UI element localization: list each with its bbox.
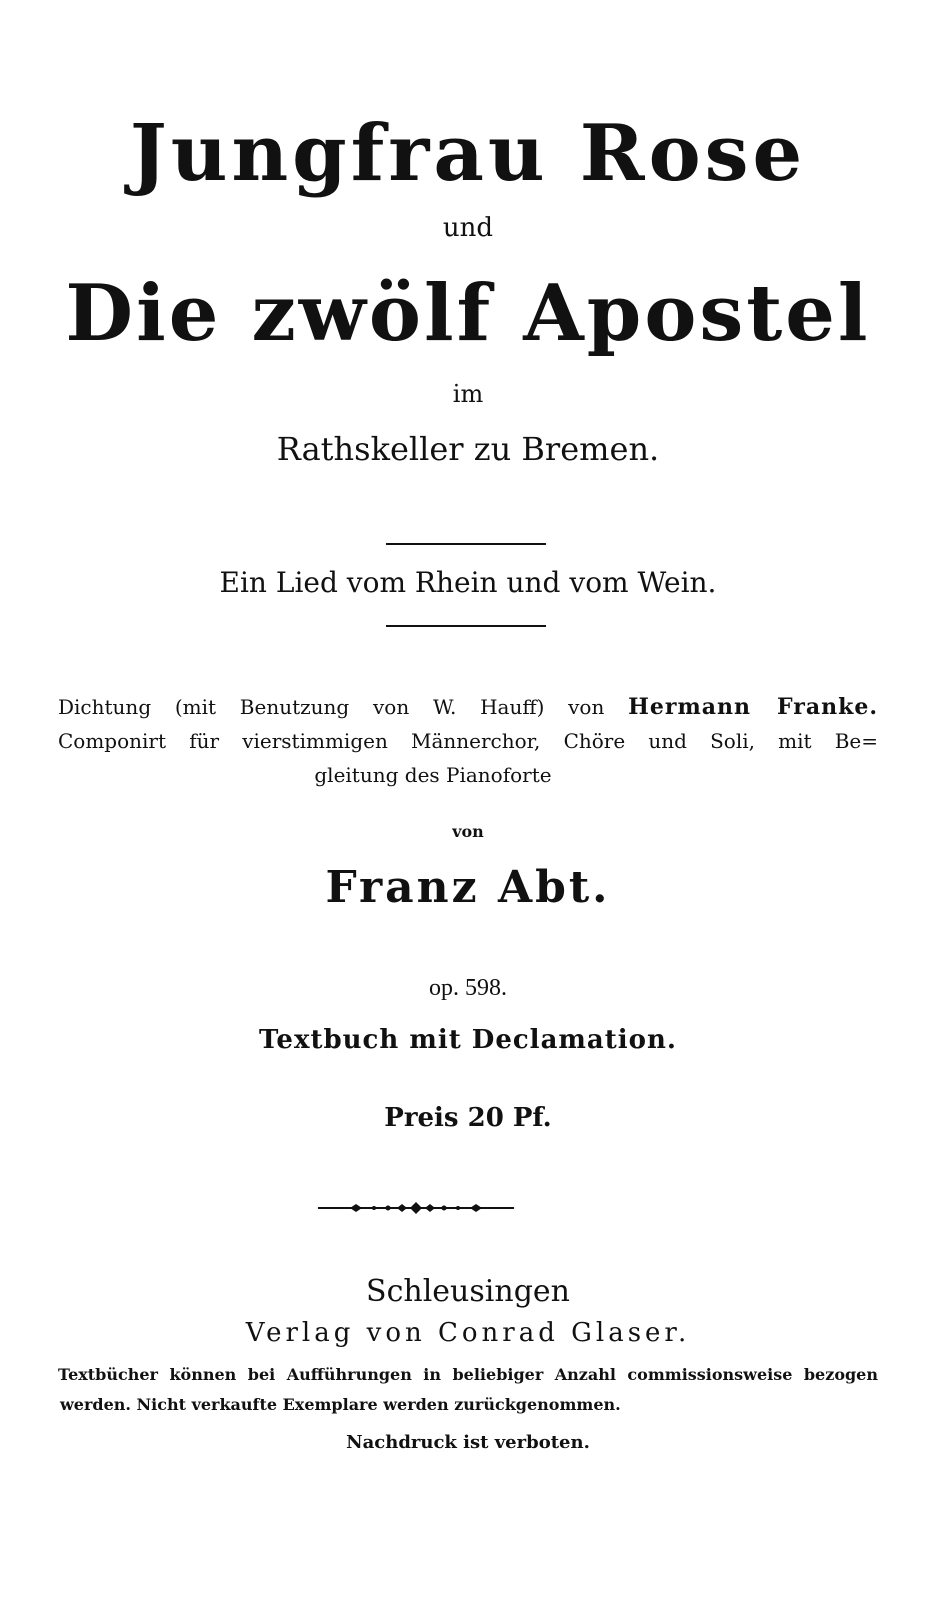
opus-number: op. 598. bbox=[429, 975, 507, 1001]
notice-line-1: Textbücher können bei Aufführungen in beliebiger Anzahl commissionsweise bezogen bbox=[58, 1365, 878, 1384]
textbook-label: Textbuch mit Declamation. bbox=[259, 1025, 677, 1055]
city: Schleusingen bbox=[366, 1274, 570, 1309]
credits-block bbox=[58, 690, 878, 792]
credits-line-2: Componirt für vierstimmigen Männerchor, Chöre und Soli, mit Be= bbox=[58, 729, 878, 753]
title-line-1: Jungfrau Rose bbox=[129, 108, 807, 199]
by-label: von bbox=[452, 822, 484, 841]
ornament-divider-icon bbox=[318, 1196, 514, 1220]
price-label: Preis 20 Pf. bbox=[384, 1103, 552, 1133]
title-line-2: Die zwölf Apostel bbox=[65, 268, 871, 359]
author-name: Hermann Franke. bbox=[628, 694, 879, 720]
divider-rule-bottom bbox=[386, 625, 546, 627]
place-line: Rathskeller zu Bremen. bbox=[276, 430, 660, 468]
connector-und: und bbox=[442, 213, 494, 243]
credits-line-3: gleitung des Pianoforte bbox=[314, 763, 552, 787]
subtitle: Ein Lied vom Rhein und vom Wein. bbox=[219, 566, 717, 599]
publisher: Verlag von Conrad Glaser. bbox=[245, 1318, 691, 1348]
connector-im: im bbox=[452, 380, 484, 408]
reprint-notice: Nachdruck ist verboten. bbox=[346, 1432, 590, 1453]
composer-name: Franz Abt. bbox=[325, 862, 611, 913]
notice-line-2: werden. Nicht verkaufte Exemplare werden zurückgenommen. bbox=[60, 1395, 621, 1414]
credits-line-1 bbox=[58, 690, 878, 724]
notice-block bbox=[58, 1360, 878, 1420]
divider-rule-top bbox=[386, 543, 546, 545]
credits-line-1-prefix: Dichtung (mit Benutzung von W. Hauff) von bbox=[58, 695, 605, 719]
